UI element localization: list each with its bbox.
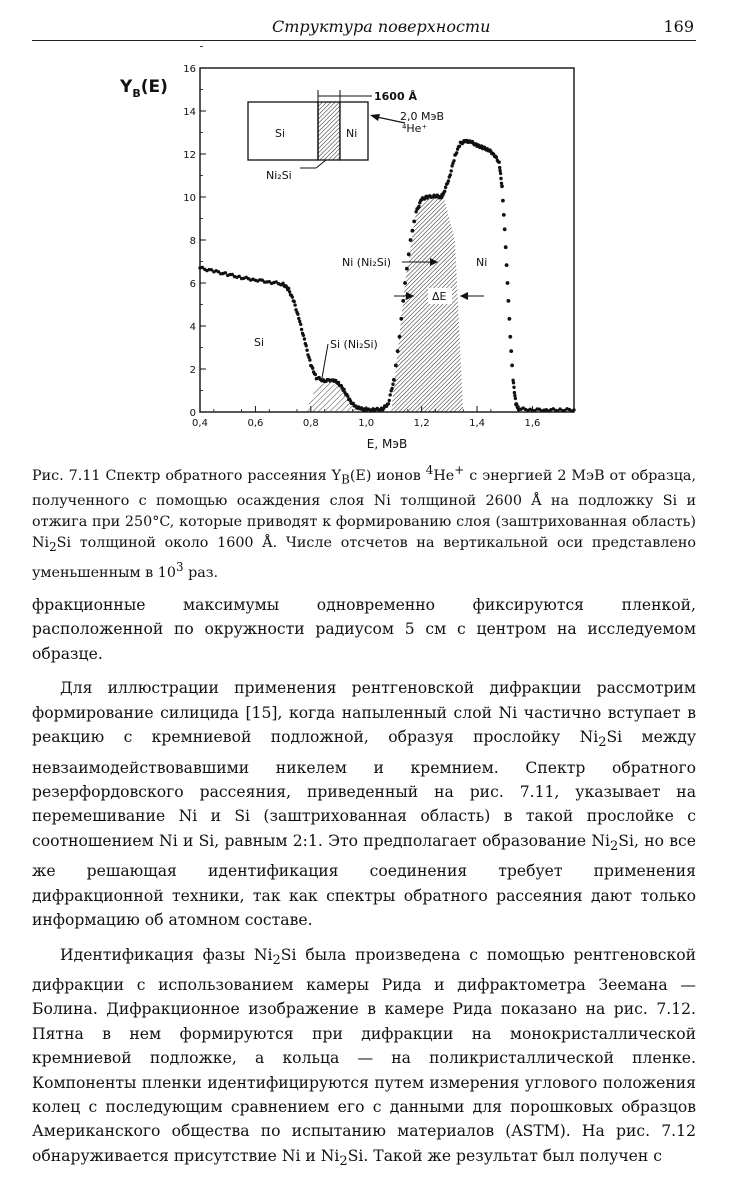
inset-ni-label: Ni	[346, 127, 358, 140]
x-tick-label: 1,6	[524, 418, 541, 429]
spectrum-point	[305, 349, 308, 352]
spectrum-point	[293, 300, 296, 303]
caption-sub-b: B	[341, 472, 350, 487]
paragraph-3	[32, 943, 696, 1175]
caption-part6: раз.	[183, 565, 219, 582]
spectrum-point	[452, 159, 455, 162]
spectrum-point	[507, 299, 511, 303]
spectrum-point	[405, 267, 409, 271]
paragraph-2	[32, 676, 696, 932]
y-tick-label: 6	[189, 279, 196, 290]
spectrum-point	[401, 299, 405, 303]
spectrum-point	[414, 210, 417, 213]
spectrum-point	[293, 303, 296, 306]
backscattering-figure	[0, 0, 730, 460]
spectrum-point	[297, 317, 300, 320]
p3-part-c: Si. Такой же результат был получен с	[347, 1146, 662, 1165]
spectrum-point	[394, 364, 398, 368]
y-tick-label: 16	[183, 64, 196, 75]
spectrum-point	[509, 349, 513, 353]
inset-ni2si-label: Ni₂Si	[266, 169, 292, 182]
p2-sub-1: 2	[598, 735, 607, 751]
spectrum-point	[311, 367, 314, 370]
spectrum-point	[443, 190, 446, 193]
p2-sub-2: 2	[610, 838, 619, 854]
p2-part-a: Для иллюстрации применения рентгеновской дифракции рассмотрим формирование силицида [15], когда напыленный слой Ni частично вступает в реакцию с кремниевой подложной, образуя прослойку Ni	[32, 679, 696, 747]
p3-part-a: Идентификация фазы Ni	[60, 945, 273, 964]
spectrum-point	[444, 186, 447, 189]
caption-sup-4: 4	[425, 463, 434, 477]
caption-sup-3: 3	[175, 560, 184, 575]
spectrum-point	[296, 313, 299, 316]
y-tick-label: 10	[183, 193, 196, 204]
x-tick-label: 0,4	[192, 418, 208, 429]
paragraph-1-text: фракционные максимумы одновременно фиксируются пленкой, расположенной по окружности радиусом 5 см с центром на исследуемом образце.	[32, 596, 696, 663]
delta-e-arrow-right	[460, 292, 468, 300]
spectrum-point	[504, 245, 508, 249]
spectrum-point	[498, 161, 501, 164]
spectrum-point	[387, 402, 390, 405]
spectrum-point	[505, 263, 509, 267]
spectrum-point	[498, 166, 501, 169]
spectrum-point	[303, 337, 306, 340]
ni2si-layer-box	[318, 102, 340, 160]
spectrum-point	[510, 364, 514, 368]
y-tick-label: 0	[189, 408, 196, 419]
p2-part-c: Si, но все же решающая идентификация соединения требует применения дифракционной техники, так как спектры обратного рассеяния дают только информацию об атомном составе.	[32, 831, 696, 930]
spectrum-point	[396, 349, 400, 353]
beam-ion-label: ⁴He⁺	[402, 122, 428, 135]
p2-part-b: Si между невзаимодействовавшими никелем и кремнием. Спектр обратного резерфордовского рассеяния, приведенный на рис. 7.11, указывает на перемешивание Ni и Si (заштрихованная область) в такой прослойке с соотношением Ni и Si, равным 2:1. Это предполагает образование Ni	[32, 728, 696, 850]
caption-sup-plus: +	[454, 463, 465, 477]
spectrum-point	[455, 151, 458, 154]
spectrum-point	[346, 395, 349, 398]
x-tick-label: 1,2	[413, 418, 430, 429]
x-tick-label: 1,4	[469, 418, 485, 429]
y-tick-label: 4	[189, 322, 196, 333]
x-tick-label: 0,6	[247, 418, 264, 429]
region-label-si: Si	[254, 336, 265, 349]
spectrum-point	[391, 383, 394, 386]
beam-arrow-head	[370, 114, 380, 121]
y-tick-label: 12	[183, 150, 196, 161]
spectrum-point	[513, 391, 516, 394]
spectrum-point	[447, 179, 450, 182]
spectrum-point	[288, 290, 291, 293]
beam-energy-label: 2,0 МэВ	[400, 110, 445, 123]
spectrum-point	[403, 281, 407, 285]
spectrum-point	[302, 334, 305, 337]
y-axis	[183, 47, 206, 420]
spectrum-point	[399, 317, 403, 321]
body-text	[32, 593, 696, 1184]
thickness-label: 1600 Å	[374, 90, 417, 103]
y-tick-label: 14	[183, 107, 196, 118]
spectrum-point	[407, 252, 411, 256]
page-number: 169	[663, 17, 694, 36]
spectrum-point	[499, 172, 502, 175]
figure-caption	[32, 460, 696, 584]
spectrum-point	[502, 213, 506, 217]
spectrum-point	[398, 335, 402, 339]
spectrum-series	[198, 139, 575, 413]
y-tick-label: 8	[189, 236, 196, 247]
x-axis-label: E, МэВ	[366, 437, 408, 451]
sample-inset	[248, 90, 444, 182]
x-tick-label: 1,0	[358, 418, 375, 429]
spectrum-point	[224, 271, 227, 274]
spectrum-point	[512, 381, 515, 384]
si-ni2si-shaded-area	[305, 382, 360, 412]
spectrum-point	[291, 295, 294, 298]
caption-part3: He	[433, 467, 455, 484]
spectrum-point	[342, 388, 345, 391]
ni-ni2si-shaded-area	[391, 197, 463, 412]
inset-si-label: Si	[275, 127, 286, 140]
spectrum-point	[512, 386, 515, 389]
spectrum-point	[314, 373, 317, 376]
spectrum-point	[390, 387, 393, 390]
spectrum-point	[499, 177, 502, 180]
p3-sub-1: 2	[272, 952, 281, 968]
delta-e-label: ΔE	[432, 290, 447, 303]
y-axis-label: $Y_B(E)$	[120, 77, 168, 100]
running-title: Структура поверхности	[272, 17, 491, 36]
y-tick-label: 2	[189, 365, 196, 376]
spectrum-point	[508, 335, 512, 339]
spectrum-point	[572, 408, 575, 411]
ni2si-pointer	[316, 160, 326, 168]
spectrum-point	[503, 227, 507, 231]
caption-part2: (E) ионов	[349, 467, 426, 484]
region-label-ni-ni2si: Ni (Ni₂Si)	[342, 256, 392, 269]
p3-part-b: Si была произведена с помощью рентгеновской дифракции с использованием камеры Рида и дифрактометра Зеемана — Болина. Дифракционное изображение в камере Рида показано на рис. 7.12. Пятна в нем формируются при дифракции на монокристаллической кремниевой подложке, а кольца — на поликристаллической пленке. Компоненты пленки идентифицируются путем измерения углового положения колец с последующим сравнением его с данными для порошковых образцов Американского общества по испытанию материалов (ASTM). На рис. 7.12 обнаруживается присутствие Ni и Ni	[32, 945, 696, 1165]
caption-sub-2: 2	[49, 539, 57, 554]
spectrum-point	[411, 229, 415, 233]
region-label-ni: Ni	[476, 256, 488, 269]
spectrum-point	[500, 184, 504, 188]
spectrum-point	[388, 399, 391, 402]
paragraph-1	[32, 593, 696, 666]
spectrum-point	[412, 220, 416, 224]
spectrum-point	[450, 169, 453, 172]
spectrum-point	[501, 199, 505, 203]
spectrum-point	[506, 281, 510, 285]
x-tick-label: 0,8	[302, 418, 319, 429]
spectrum-point	[449, 173, 452, 176]
spectrum-point	[300, 328, 303, 331]
spectrum-point	[389, 393, 392, 396]
spectrum-point	[458, 145, 461, 148]
spectrum-point	[392, 378, 396, 382]
spectrum-point	[299, 323, 302, 326]
caption-part5: Si толщиной около 1600 Å. Числе отсчетов на вертикальной оси представлено уменьшенным в 10	[32, 534, 696, 582]
spectrum-point	[417, 205, 420, 208]
spectrum-point	[495, 156, 498, 159]
spectrum-point	[308, 358, 311, 361]
region-label-si-ni2si: Si (Ni₂Si)	[330, 338, 378, 351]
p3-sub-2: 2	[339, 1153, 348, 1169]
spectrum-point	[409, 238, 413, 242]
caption-lead: Рис. 7.11 Спектр обратного рассеяния Y	[32, 467, 342, 484]
spectrum-point	[305, 344, 308, 347]
spectrum-point	[298, 320, 301, 323]
si-ni2si-pointer	[322, 344, 328, 378]
spectrum-point	[287, 287, 290, 290]
spectrum-point	[514, 397, 517, 400]
caption-part4: с энергией 2 МэВ от образца, полученного с помощью осаждения слоя Ni толщиной 2600 Å на подложку Si и отжига при 250°C, которые приводят к формированию слоя (заштрихованная область) Ni	[32, 467, 697, 551]
spectrum-point	[508, 317, 512, 321]
